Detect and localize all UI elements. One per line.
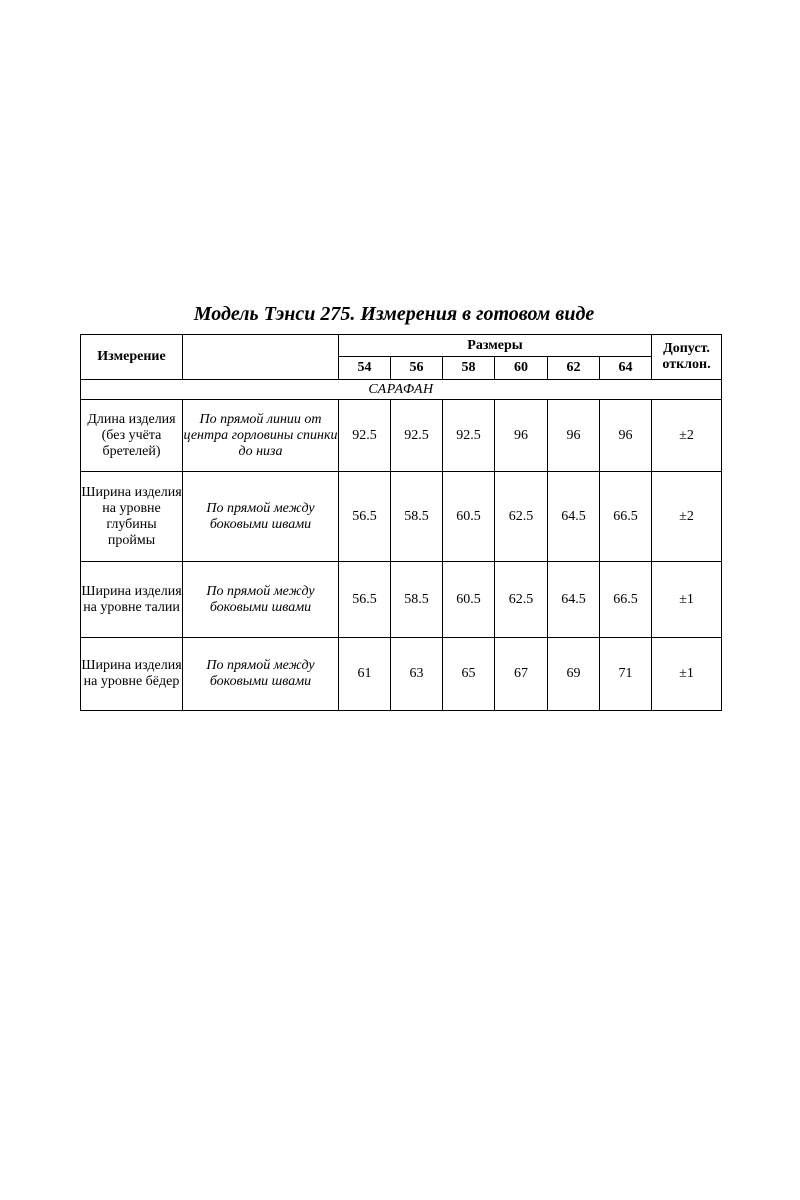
method-header: [183, 335, 339, 380]
header-row-1: [81, 335, 722, 357]
size-value: 60.5: [443, 562, 495, 638]
size-value: 63: [391, 638, 443, 711]
size-value: 58.5: [391, 562, 443, 638]
size-value: 61: [339, 638, 391, 711]
measurement-method: По прямой линии от центра горловины спинки до низа: [183, 400, 339, 472]
table-row: [81, 400, 722, 472]
tolerance-value: ±2: [652, 472, 722, 562]
section-row: [81, 380, 722, 400]
size-value: 96: [600, 400, 652, 472]
size-header-cell: 64: [600, 357, 652, 380]
size-value: 62.5: [495, 562, 548, 638]
size-value: 56.5: [339, 562, 391, 638]
measurement-name: Ширина изделия на уровне талии: [81, 562, 183, 638]
size-value: 64.5: [548, 562, 600, 638]
size-value: 64.5: [548, 472, 600, 562]
table-row: [81, 472, 722, 562]
tolerance-value: ±1: [652, 638, 722, 711]
size-value: 69: [548, 638, 600, 711]
size-value: 66.5: [600, 472, 652, 562]
size-header-cell: 62: [548, 357, 600, 380]
size-header-cell: 54: [339, 357, 391, 380]
tolerance-header-line1: Допуст.: [663, 341, 710, 356]
measurement-method: По прямой между боковыми швами: [183, 638, 339, 711]
size-value: 92.5: [339, 400, 391, 472]
size-header-cell: 58: [443, 357, 495, 380]
size-value: 67: [495, 638, 548, 711]
size-value: 56.5: [339, 472, 391, 562]
size-value: 92.5: [443, 400, 495, 472]
measurement-method: По прямой между боковыми швами: [183, 562, 339, 638]
table-row: [81, 562, 722, 638]
size-value: 96: [495, 400, 548, 472]
size-value: 62.5: [495, 472, 548, 562]
size-table: [80, 334, 722, 711]
section-title: САРАФАН: [81, 380, 722, 400]
measurement-header: Измерение: [81, 335, 183, 380]
measurement-method: По прямой между боковыми швами: [183, 472, 339, 562]
table-row: [81, 638, 722, 711]
size-value: 66.5: [600, 562, 652, 638]
measurement-name: Длина изделия (без учёта бретелей): [81, 400, 183, 472]
size-value: 58.5: [391, 472, 443, 562]
tolerance-header: [652, 335, 722, 380]
size-value: 92.5: [391, 400, 443, 472]
size-value: 96: [548, 400, 600, 472]
size-header-cell: 60: [495, 357, 548, 380]
tolerance-value: ±1: [652, 562, 722, 638]
document-title: Модель Тэнси 275. Измерения в готовом виде: [193, 303, 595, 325]
size-value: 65: [443, 638, 495, 711]
sizes-header: Размеры: [339, 335, 652, 357]
size-value: 71: [600, 638, 652, 711]
size-header-cell: 56: [391, 357, 443, 380]
tolerance-header-line2: отклон.: [662, 357, 711, 372]
tolerance-value: ±2: [652, 400, 722, 472]
measurement-name: Ширина изделия на уровне глубины проймы: [81, 472, 183, 562]
size-value: 60.5: [443, 472, 495, 562]
measurement-name: Ширина изделия на уровне бёдер: [81, 638, 183, 711]
